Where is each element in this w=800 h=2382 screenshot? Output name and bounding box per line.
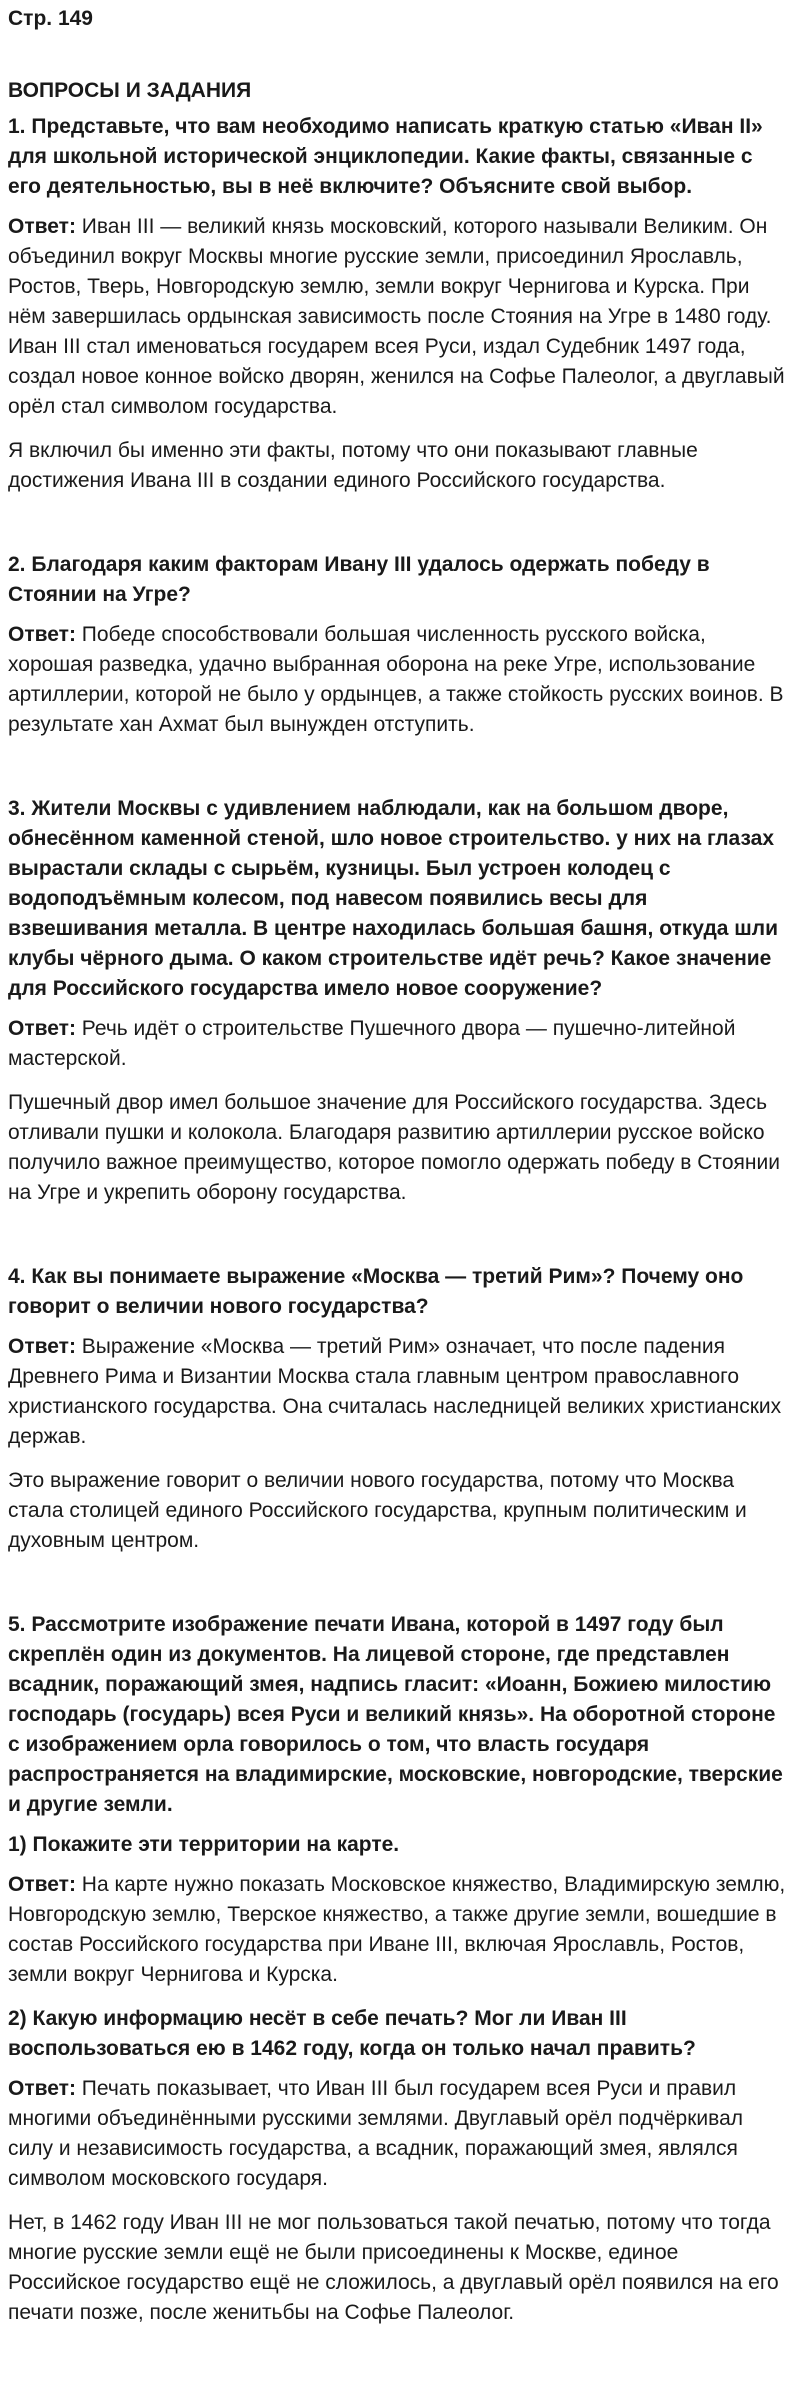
- question-block-1: [8, 112, 786, 496]
- answer-4-text: Выражение «Москва — третий Рим» означает, что после падения Древнего Рима и Византии Москва стала главным центром православного христианского государства. Она считалась наследницей великих христианских держав.: [8, 1335, 782, 1448]
- answer-label: Ответ:: [8, 623, 76, 646]
- question-4: 4. Как вы понимаете выражение «Москва — третий Рим»? Почему оно говорит о величии нового государства?: [8, 1265, 744, 1318]
- question-block-4: [8, 1262, 786, 1556]
- answer-3: [8, 1014, 786, 1074]
- answer-5-2-text: Печать показывает, что Иван III был государем всея Руси и правил многими объединёнными русскими землями. Двуглавый орёл подчёркивал силу и независимость государства, а всадник, поражающий змея, являлся символом московского государя.: [8, 2077, 744, 2190]
- question-block-3: [8, 794, 786, 1208]
- answer-1-text: Иван III — великий князь московский, которого называли Великим. Он объединил вокруг Москвы многие русские земли, присоединил Ярославль, Ростов, Тверь, Новгородскую землю, земли вокруг Чернигова и Курска. При нём завершилась ордынская зависимость после Стояния на Угре в 1480 году. Иван III стал именоваться государем всея Руси, издал Судебник 1497 года, создал новое конное войско дворян, женился на Софье Палеолог, а двуглавый орёл стал символом государства.: [8, 215, 785, 418]
- answer-3-text: Речь идёт о строительстве Пушечного двора — пушечно-литейной мастерской.: [8, 1017, 736, 1070]
- answer-5-1: [8, 1870, 786, 1990]
- answer-2: [8, 620, 786, 740]
- answer-label: Ответ:: [8, 2077, 76, 2100]
- answer-4: [8, 1332, 786, 1452]
- section-title: ВОПРОСЫ И ЗАДАНИЯ: [8, 79, 252, 102]
- answer-1-extra: Я включил бы именно эти факты, потому что они показывают главные достижения Ивана III в создании единого Российского государства.: [8, 439, 698, 492]
- question-block-5: [8, 1610, 786, 2328]
- page-label: Стр. 149: [8, 7, 93, 30]
- question-3: 3. Жители Москвы с удивлением наблюдали, как на большом дворе, обнесённом каменной стеной, шло новое строительство. у них на глазах вырастали склады с сырьём, кузницы. Был устроен колодец с водоподъёмным колесом, под навесом появились весы для взвешивания металла. В центре находилась большая башня, откуда шли клубы чёрного дыма. О каком строительстве идёт речь? Какое значение для Российского государства имело новое сооружение?: [8, 797, 779, 1000]
- answer-1: [8, 212, 786, 422]
- answer-5-2-extra: Нет, в 1462 году Иван III не мог пользоваться такой печатью, потому что тогда многие русские земли ещё не были присоединены к Москве, единое Российское государство ещё не сложилось, а двуглавый орёл появился на его печати позже, после женитьбы на Софье Палеолог.: [8, 2211, 779, 2324]
- question-5: 5. Рассмотрите изображение печати Ивана, которой в 1497 году был скреплён один из документов. На лицевой стороне, где представлен всадник, поражающий змея, надпись гласит: «Иоанн, Божиею милостию господарь (государь) всея Руси и великий князь». На оборотной стороне с изображением орла говорилось о том, что власть государя распространяется на владимирские, московские, новгородские, тверские и другие земли.: [8, 1613, 783, 1816]
- answer-label: Ответ:: [8, 215, 76, 238]
- answer-4-extra: Это выражение говорит о величии нового государства, потому что Москва стала столицей единого Российского государства, крупным политическим и духовным центром.: [8, 1469, 747, 1552]
- answer-5-2: [8, 2074, 786, 2194]
- question-2: 2. Благодаря каким факторам Ивану III удалось одержать победу в Стоянии на Угре?: [8, 553, 710, 606]
- answer-label: Ответ:: [8, 1017, 76, 1040]
- question-1: 1. Представьте, что вам необходимо написать краткую статью «Иван II» для школьной исторической энциклопедии. Какие факты, связанные с его деятельностью, вы в неё включите? Объясните свой выбор.: [8, 115, 763, 198]
- question-block-2: [8, 550, 786, 740]
- answer-label: Ответ:: [8, 1335, 76, 1358]
- answer-2-text: Победе способствовали большая численность русского войска, хорошая разведка, удачно выбранная оборона на реке Угре, использование артиллерии, которой не было у ордынцев, а также стойкость русских воинов. В результате хан Ахмат был вынужден отступить.: [8, 623, 784, 736]
- subquestion-5-2: 2) Какую информацию несёт в себе печать? Мог ли Иван III воспользоваться ею в 1462 году, когда он только начал править?: [8, 2007, 696, 2060]
- answer-5-1-text: На карте нужно показать Московское княжество, Владимирскую землю, Новгородскую землю, Тверское княжество, а также другие земли, вошедшие в состав Российского государства при Иване III, включая Ярославль, Ростов, земли вокруг Чернигова и Курска.: [8, 1873, 786, 1986]
- subquestion-5-1: 1) Покажите эти территории на карте.: [8, 1833, 400, 1856]
- answer-3-extra: Пушечный двор имел большое значение для Российского государства. Здесь отливали пушки и колокола. Благодаря развитию артиллерии русское войско получило важное преимущество, которое помогло одержать победу в Стоянии на Угре и укрепить оборону государства.: [8, 1091, 780, 1204]
- answer-label: Ответ:: [8, 1873, 76, 1896]
